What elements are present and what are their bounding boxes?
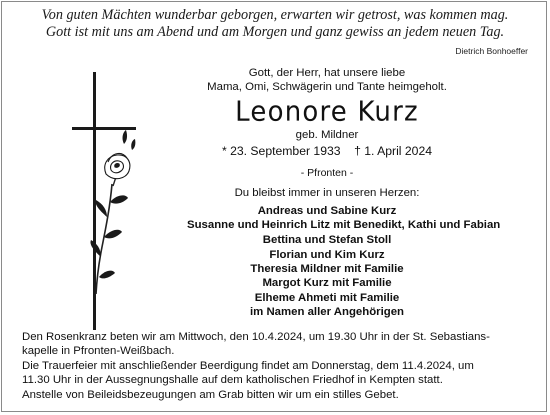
notice-line: Den Rosenkranz beten wir am Mittwoch, den 10.4.2024, um 19.30 Uhr in der St. Sebastians- [22,331,490,343]
cross-with-rose-icon [72,72,152,332]
birth-name: geb. Mildner [295,129,359,141]
heart-line: Du bleibst immer in unseren Herzen: [234,187,420,199]
mourner-line: Bettina und Stefan Stoll [262,234,392,246]
notice-line: Anstelle von Beileidsbezeugungen am Grab bitten wir um ein stilles Gebet. [22,389,399,401]
death-date: † 1. April 2024 [354,144,433,158]
notice-line: 11.30 Uhr in der Aussegnungshalle auf dem katholischen Friedhof in Kempten statt. [22,374,443,386]
mourner-line: Florian und Kim Kurz [269,249,385,261]
mourner-line: Andreas und Sabine Kurz [257,205,397,217]
deceased-name: Leonore Kurz [235,96,419,128]
mourner-line: Margot Kurz mit Familie [262,277,392,289]
mourner-line: Theresia Mildner mit Familie [250,263,404,275]
mourner-line: im Namen aller Angehörigen [249,306,405,318]
notice-line: kapelle in Pfronten-Weißbach. [22,345,175,357]
intro-line-2: Mama, Omi, Schwägerin und Tante heimgeholt. [207,81,447,93]
intro-line-1: Gott, der Herr, hat unsere liebe [248,67,406,79]
place: - Pfronten - [300,167,354,179]
quote-author: Dietrich Bonhoeffer [455,46,528,56]
life-dates [187,144,467,158]
notice-line: Die Trauerfeier mit anschließender Beerdigung findet am Donnerstag, dem 11.4.2024, um [22,360,474,372]
mourner-line: Elheme Ahmeti mit Familie [254,292,400,304]
obituary-card [1,1,547,412]
quote-line-2: Gott ist mit uns am Abend und am Morgen und ganz gewiss an jedem neuen Tag. [45,24,505,40]
birth-date: * 23. September 1933 [221,144,341,158]
mourner-line: Susanne und Heinrich Litz mit Benedikt, Kathi und Fabian [187,219,501,231]
quote-line-1: Von guten Mächten wunderbar geborgen, erwarten wir getrost, was kommen mag. [41,7,509,23]
